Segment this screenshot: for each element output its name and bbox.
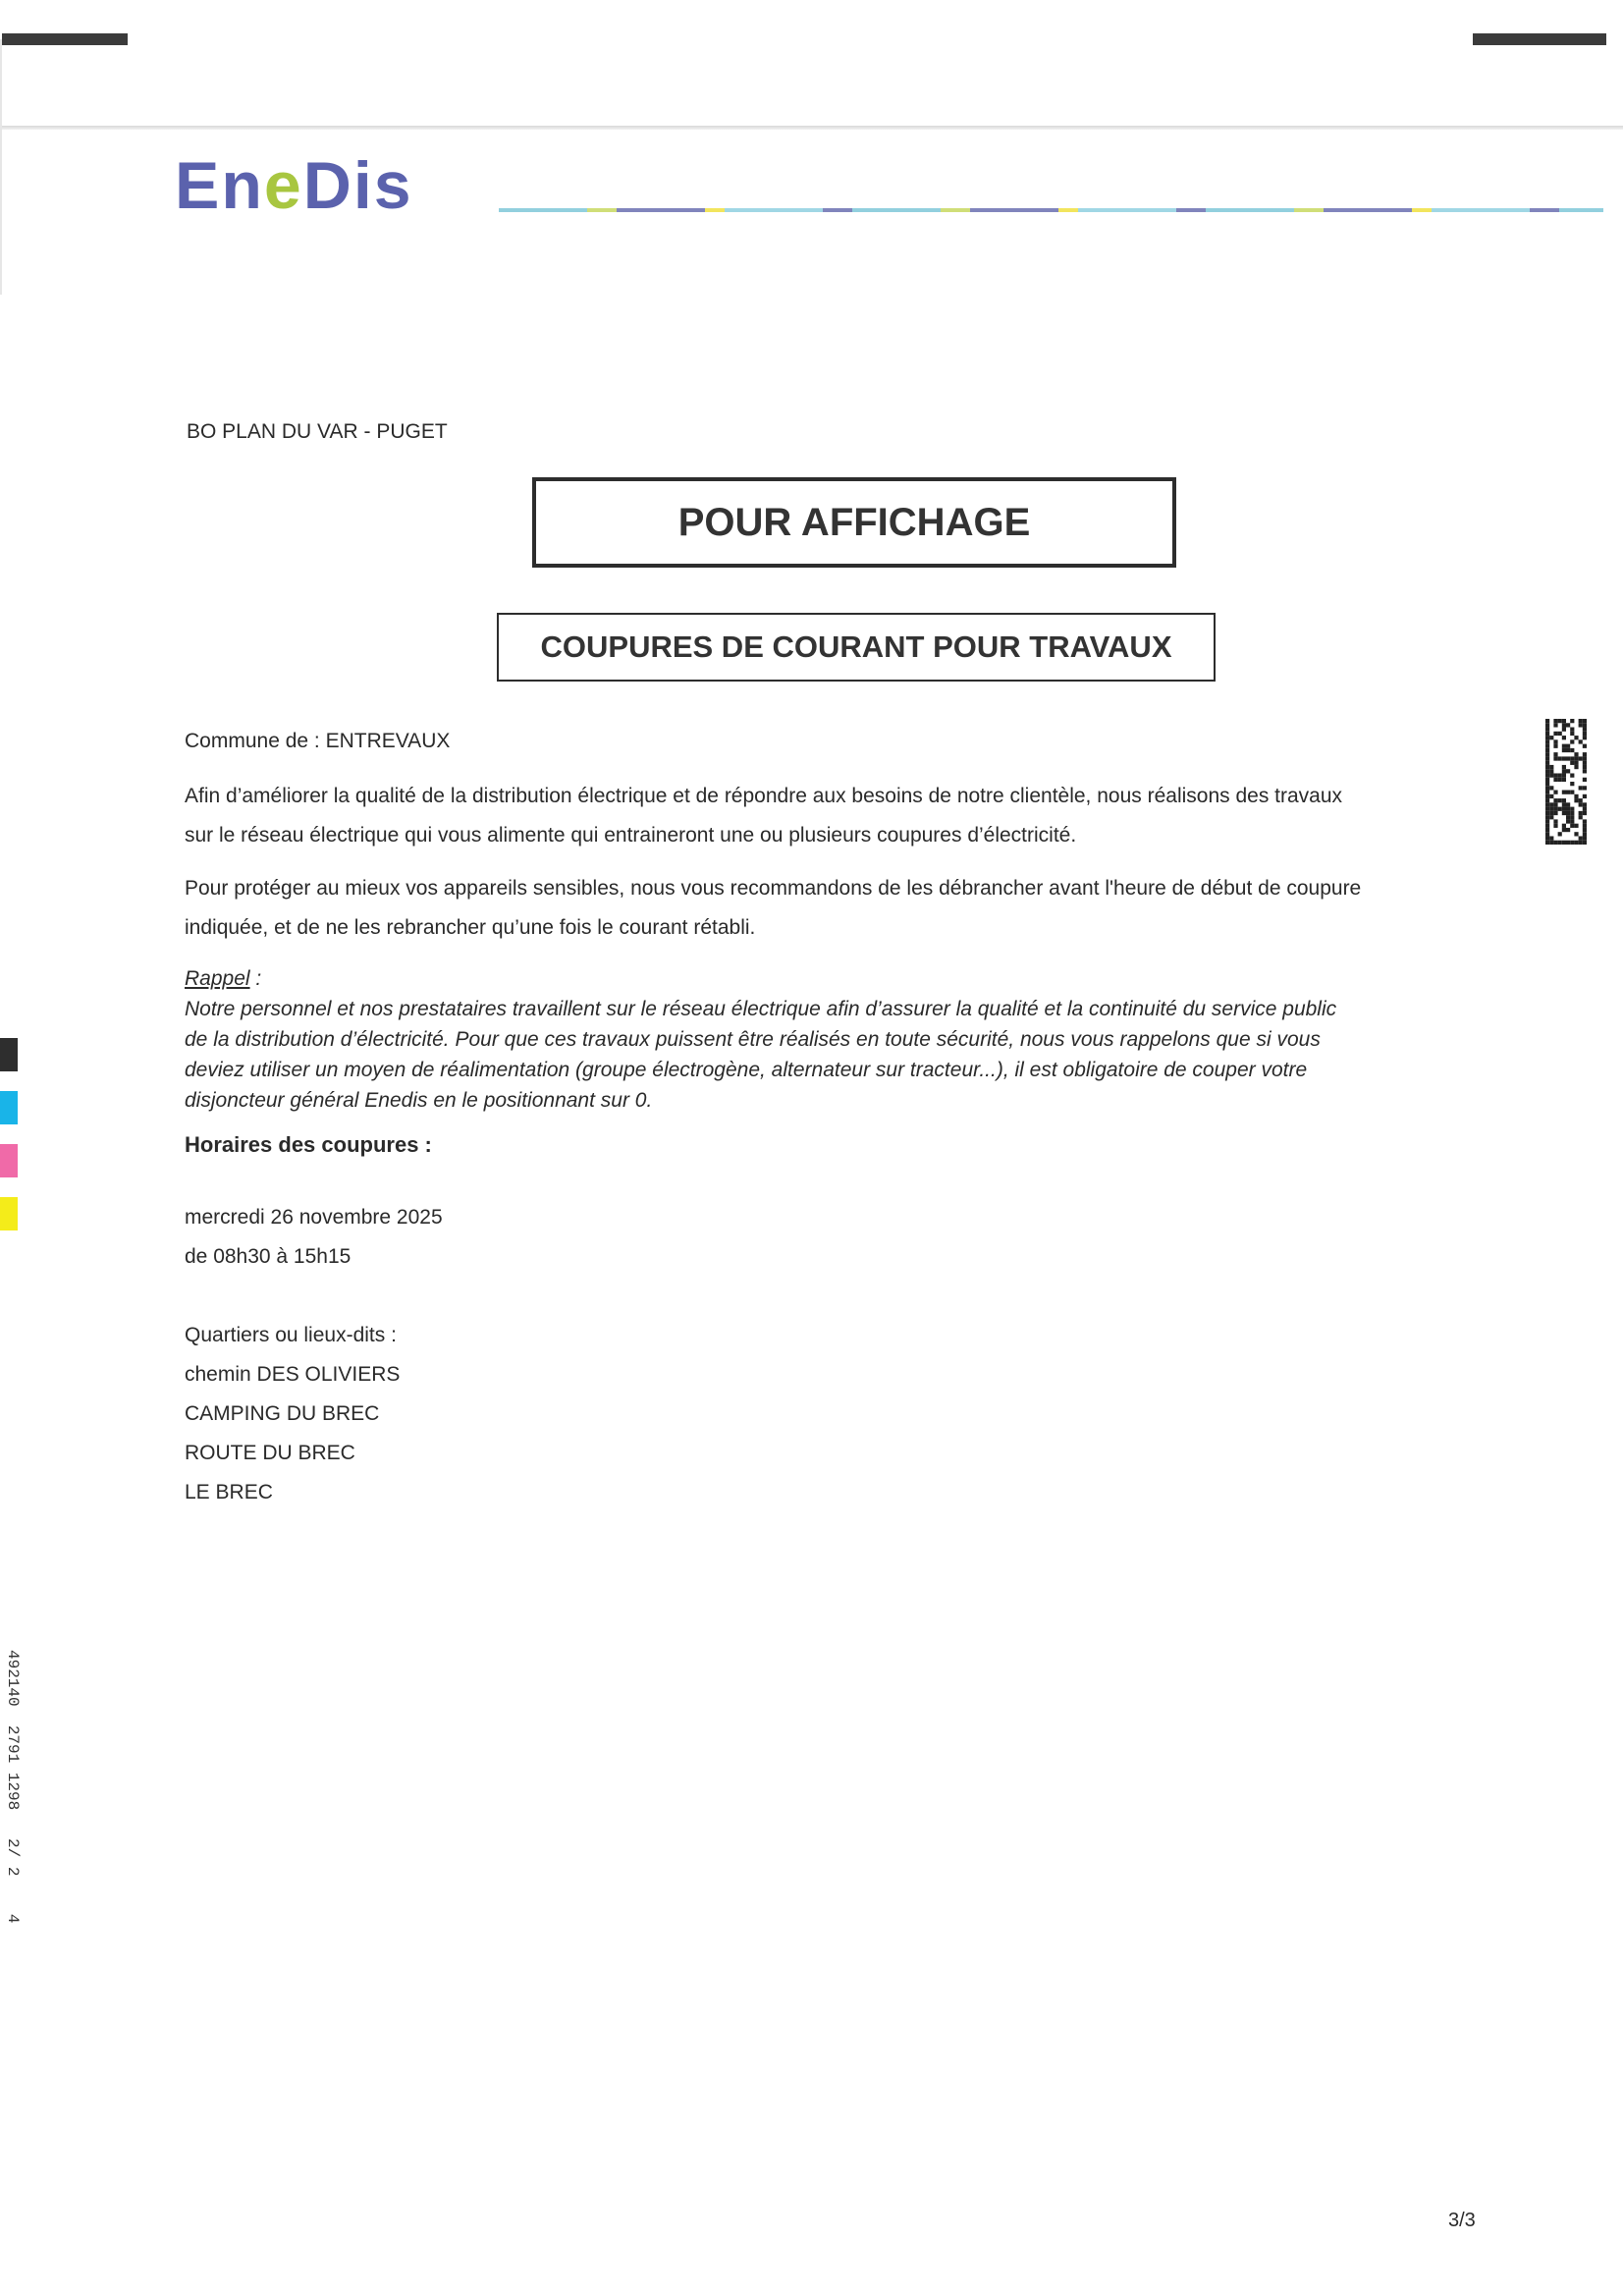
coupures-title: COUPURES DE COURANT POUR TRAVAUX — [540, 629, 1172, 664]
paragraph-2-line-2: indiquée, et de ne les rebrancher qu’une fois le courant rétabli. — [185, 916, 756, 939]
corner-mark-left — [2, 33, 128, 45]
rappel-line-1: Notre personnel et nos prestataires travaillent sur le réseau électrique afin d’assurer la qualité et la continuité du service public — [185, 998, 1337, 1020]
color-bar-black — [0, 1038, 18, 1071]
lieux-title: Quartiers ou lieux-dits : — [185, 1324, 397, 1346]
color-bar-cyan — [0, 1091, 18, 1124]
pour-affichage-box — [532, 477, 1176, 568]
rappel-title: Rappel — [185, 967, 250, 990]
scan-edge-left — [0, 39, 2, 295]
coupures-box — [497, 613, 1216, 682]
rappel-line-2: de la distribution d’électricité. Pour que ces travaux puissent être réalisés en toute sécurité, nous vous rappelons que si vous — [185, 1028, 1321, 1051]
pour-affichage-title: POUR AFFICHAGE — [677, 500, 1031, 544]
print-color-bars — [0, 1038, 18, 1250]
coupure-time: de 08h30 à 15h15 — [185, 1245, 352, 1268]
paragraph-1-line-2: sur le réseau électrique qui vous alimente qui entraineront une ou plusieurs coupures d’électricité. — [185, 824, 1077, 847]
svg-text:EneDis: EneDis — [175, 148, 413, 223]
lieu-item: CAMPING DU BREC — [185, 1402, 380, 1425]
logo-rule — [499, 208, 1603, 212]
side-reference-code: 492140 2791 1298 2/ 2 4 — [4, 1650, 22, 1924]
lieu-item: ROUTE DU BREC — [185, 1442, 355, 1464]
sender: BO PLAN DU VAR - PUGET — [187, 420, 448, 443]
lieu-item: LE BREC — [185, 1481, 273, 1503]
paragraph-2-line-1: Pour protéger au mieux vos appareils sensibles, nous vous recommandons de les débrancher avant l'heure de début de coupure — [185, 877, 1362, 900]
rappel-line-3: deviez utiliser un moyen de réalimentation (groupe électrogène, alternateur sur tracteur...), il est obligatoire de couper votre — [185, 1059, 1308, 1081]
lieu-item: chemin DES OLIVIERS — [185, 1363, 401, 1386]
notice-body — [185, 722, 1481, 1512]
datamatrix-code — [1545, 719, 1587, 845]
horaires-title: Horaires des coupures : — [185, 1132, 432, 1157]
rappel-line-4: disjoncteur général Enedis en le positionnant sur 0. — [185, 1089, 653, 1112]
page-number: 3/3 — [1448, 2210, 1476, 2231]
color-bar-magenta — [0, 1144, 18, 1177]
enedis-logo — [175, 147, 479, 226]
scan-edge — [0, 126, 1623, 130]
coupure-date: mercredi 26 novembre 2025 — [185, 1206, 443, 1229]
rappel — [185, 963, 1481, 1116]
commune: Commune de : ENTREVAUX — [185, 730, 451, 752]
corner-mark-right — [1473, 33, 1606, 45]
color-bar-yellow — [0, 1197, 18, 1230]
paragraph-1-line-1: Afin d’améliorer la qualité de la distribution électrique et de répondre aux besoins de notre clientèle, nous réalisons des travaux — [185, 785, 1343, 807]
rappel-colon: : — [249, 967, 262, 990]
